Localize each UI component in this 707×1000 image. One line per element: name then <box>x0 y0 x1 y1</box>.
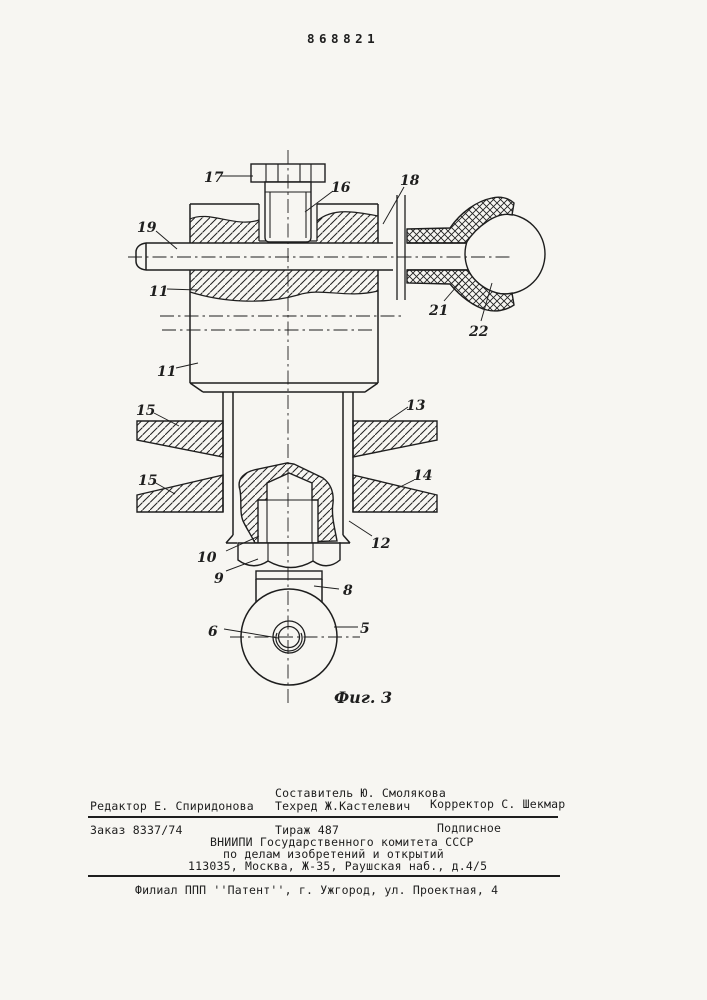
colophon-corrector: Корректор С. Шекмар <box>430 797 566 811</box>
part-label-12: 12 <box>371 536 391 552</box>
leader-lines <box>154 176 492 638</box>
part-label-17: 17 <box>204 170 224 186</box>
colophon-subscription: Подписное <box>437 821 502 835</box>
block-lower-hatch <box>190 270 378 301</box>
wall-plate-18 <box>397 195 405 300</box>
colophon-org-line3: 113035, Москва, Ж-35, Раушская наб., д.4/5 <box>188 859 488 873</box>
block-upper-hatch-right <box>317 212 378 243</box>
part-label-11-lower: 11 <box>157 364 177 380</box>
flange-15-upper-left <box>137 421 223 457</box>
patent-number: 868821 <box>307 31 380 46</box>
part-label-8: 8 <box>343 583 353 599</box>
part-label-21: 21 <box>429 303 449 319</box>
colophon-org-line1: ВНИИПИ Государственного комитета СССР <box>210 835 474 849</box>
divider-top <box>88 816 558 818</box>
washer-plate <box>256 571 322 579</box>
rod-right-segment <box>407 243 468 270</box>
part-label-14: 14 <box>413 468 433 484</box>
part-label-22: 22 <box>469 324 489 340</box>
part-label-10: 10 <box>197 550 217 566</box>
colophon-editor: Редактор Е. Спиридонова <box>90 799 254 813</box>
colophon-order: Заказ 8337/74 <box>90 823 183 837</box>
colophon-branch: Филиал ППП ''Патент'', г. Ужгород, ул. Проектная, 4 <box>135 883 499 897</box>
colophon-org-line2: по делам изобретений и открытий <box>223 847 444 861</box>
part-label-16: 16 <box>331 180 351 196</box>
figure-caption: Фиг. 3 <box>334 688 393 707</box>
part-label-19: 19 <box>137 220 157 236</box>
nut-outline <box>238 543 340 568</box>
part-label-15-lower: 15 <box>138 473 158 489</box>
part-label-18: 18 <box>400 173 420 189</box>
colophon-circulation: Тираж 487 <box>275 823 340 837</box>
block-upper-hatch-left <box>190 216 259 243</box>
colophon-compiler: Составитель Ю. Смолякова <box>275 786 446 800</box>
divider-bottom <box>88 875 560 877</box>
part-label-9: 9 <box>214 571 224 587</box>
part-label-15-upper: 15 <box>136 403 156 419</box>
ball-joint <box>397 195 545 311</box>
colophon-techred: Техред Ж.Кастелевич <box>275 799 411 813</box>
part-label-11-upper: 11 <box>149 284 169 300</box>
part-label-13: 13 <box>406 398 426 414</box>
part-label-6: 6 <box>208 624 218 640</box>
part-label-5: 5 <box>360 621 370 637</box>
flange-13-upper-right <box>353 421 437 457</box>
